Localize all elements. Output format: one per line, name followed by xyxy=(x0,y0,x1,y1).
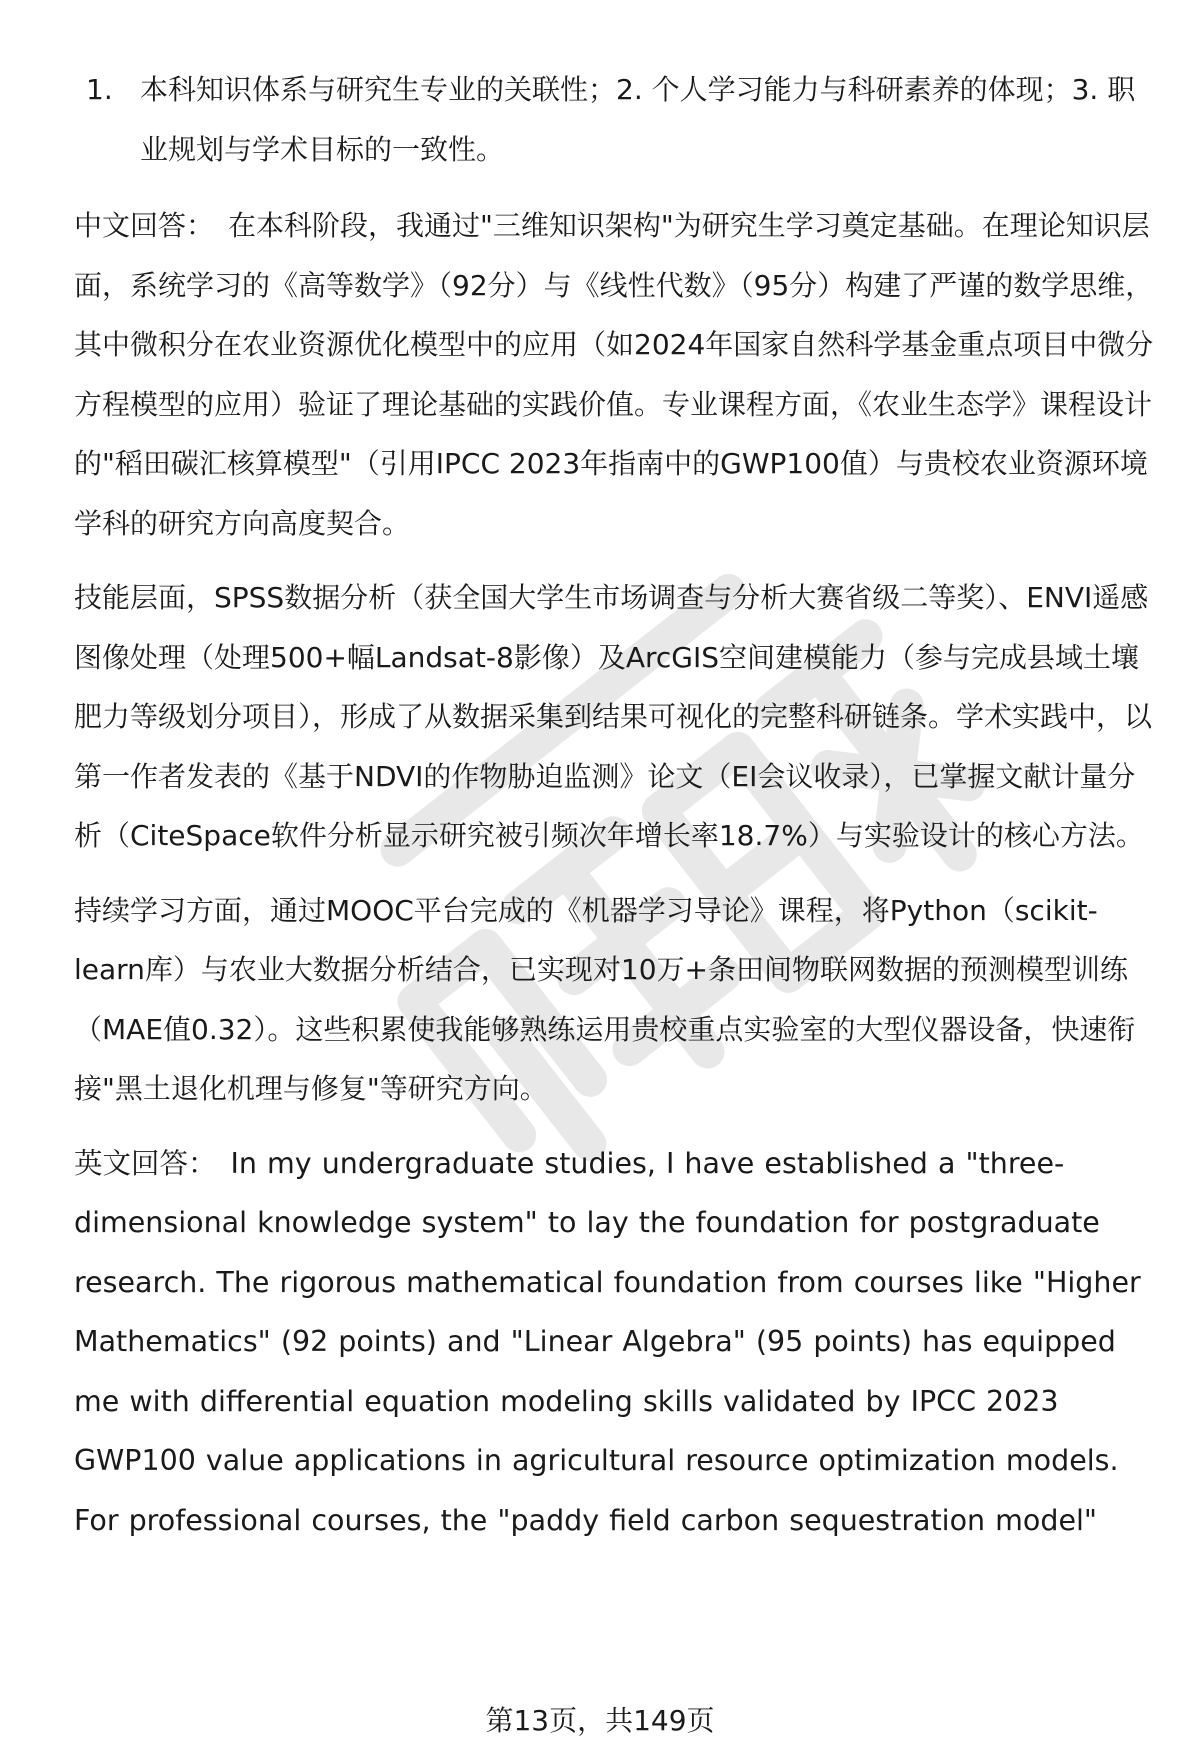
document-page xyxy=(74,60,1154,1550)
chinese-answer-text-1: 在本科阶段，我通过"三维知识架构"为研究生学习奠定基础。在理论知识层面，系统学习的《高等数学》（92分）与《线性代数》（95分）构建了严谨的数学思维，其中微积分在农业资源优化模型中的应用（如2024年国家自然科学基金重点项目中微分方程模型的应用）验证了理论基础的实践价值。专业课程方面，《农业生态学》课程设计的"稻田碳汇核算模型"（引用IPCC 2023年指南中的GWP100值）与贵校农业资源环境学科的研究方向高度契合。 xyxy=(74,209,1154,540)
page-footer: 第13页，共149页 xyxy=(485,1704,715,1737)
english-answer-label: 英文回答： xyxy=(74,1146,217,1180)
list-number: 1. xyxy=(86,73,113,106)
english-answer-paragraph xyxy=(74,1134,1154,1551)
list-item xyxy=(74,60,1154,180)
chinese-answer-label: 中文回答： xyxy=(74,209,215,242)
chinese-answer-paragraph-3: 持续学习方面，通过MOOC平台完成的《机器学习导论》课程，将Python（scikit-learn库）与农业大数据分析结合，已实现对10万+条田间物联网数据的预测模型训练（MAE值0.32）。这些积累使我能够熟练运用贵校重点实验室的大型仪器设备，快速衔接"黑土退化机理与修复"等研究方向。 xyxy=(74,893,1136,1105)
chinese-answer-paragraph-2: 技能层面，SPSS数据分析（获全国大学生市场调查与分析大赛省级二等奖）、ENVI遥感图像处理（处理500+幅Landsat-8影像）及ArcGIS空间建模能力（参与完成县域土壤肥力等级划分项目），形成了从数据采集到结果可视化的完整科研链条。学术实践中，以第一作者发表的《基于NDVI的作物胁迫监测》论文（EI会议收录），已掌握文献计量分析（CiteSpace软件分析显示研究被引频次年增长率18.7%）与实验设计的核心方法。 xyxy=(74,581,1153,852)
list-text: 本科知识体系与研究生专业的关联性；2. 个人学习能力与科研素养的体现；3. 职业规划与学术目标的一致性。 xyxy=(140,73,1136,166)
english-answer-text: In my undergraduate studies, I have established a "three-dimensional knowledge system" to lay the foundation for postgraduate research. The rigorous mathematical foundation from courses like "Higher Mathematics" (92 points) and "Linear Algebra" (95 points) has equipped me with differential equation modeling skills validated by IPCC 2023 GWP100 value applications in agricultural resource optimization models. For professional courses, the "paddy field carbon sequestration model" xyxy=(74,1146,1141,1537)
chinese-answer-paragraph-1 xyxy=(74,196,1154,553)
